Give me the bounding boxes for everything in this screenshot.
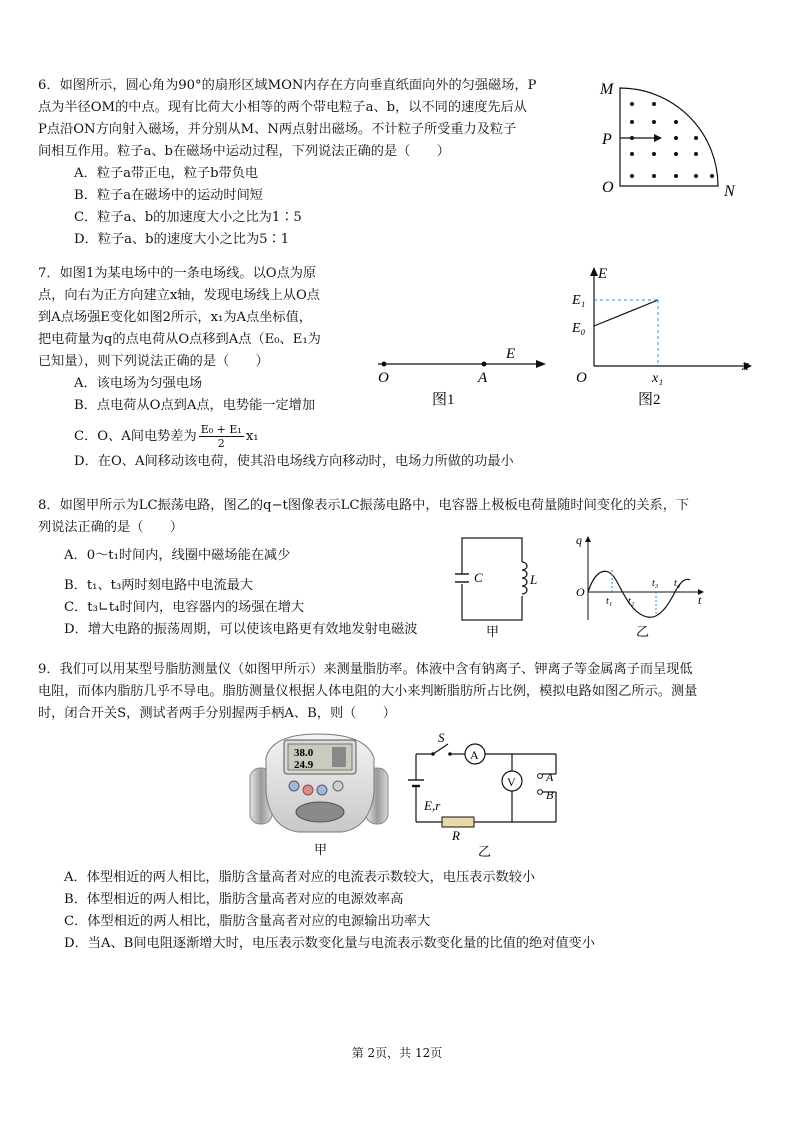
q8-option-d: D．增大电路的振荡周期，可以使该电路更有效地发射电磁波 <box>64 622 418 637</box>
q7-figure-1 <box>372 344 552 410</box>
q6-stem-line-4: 间相互作用。粒子a、b在磁场中运动过程，下列说法正确的是（ ） <box>38 144 450 159</box>
q7-fig2-label-o: O <box>576 370 587 386</box>
q8-label-q: q <box>576 533 582 547</box>
q7-option-a: A．该电场为匀强电场 <box>74 376 203 391</box>
q7-fig2-label-x1: x₁ <box>652 371 664 386</box>
q8-label-t4: t₄ <box>674 578 681 589</box>
q8-label-t3: t₃ <box>652 578 659 589</box>
q9-option-c: C．体型相近的两人相比，脂肪含量高者对应的电源输出功率大 <box>64 914 431 929</box>
q9-terminal-a-label: A <box>546 770 554 784</box>
q8-label-t1: t₁ <box>606 596 613 607</box>
q8-yi-caption: 乙 <box>636 624 650 639</box>
q7-stem-line-3: 到A点场强E变化如图2所示，x₁为A点坐标值， <box>38 310 312 325</box>
q9-stem-line-3: 时，闭合开关S，测试者两手分别握两手柄A、B，则（ ） <box>38 706 396 721</box>
q7-option-c-denominator: 2 <box>217 437 225 450</box>
q6-option-a: A．粒子a带正电，粒子b带负电 <box>74 166 259 181</box>
q6-label-m: M <box>600 81 614 98</box>
q8-label-o: O <box>576 585 585 599</box>
q8-stem-line-1: 8．如图甲所示为LC振荡电路，图乙的q−t图像表示LC振荡电路中，电容器上极板电荷量随时间变化的关系，下 <box>38 498 690 513</box>
q9-measuring-circuit <box>402 726 572 860</box>
q7-option-d: D．在O、A间移动该电荷，使其沿电场线方向移动时，电场力所做的功最小 <box>74 454 514 469</box>
q9-fat-monitor-device <box>246 728 396 858</box>
q9-stem-line-2: 电阻，而体内脂肪几乎不导电。脂肪测量仪根据人体电阻的大小来判断脂肪所占比例，模拟电路如图乙所示。测量 <box>38 684 698 699</box>
q7-stem-line-5: 已知量），则下列说法正确的是（ ） <box>38 354 269 369</box>
q6-magnetic-sector-figure <box>590 74 750 204</box>
q7-option-c-prefix: C．O、A间电势差为 <box>74 429 197 444</box>
q9-device-reading-top: 38.0 <box>294 747 314 759</box>
q9-switch-label: S <box>438 730 445 745</box>
q7-fig2-caption: 图2 <box>638 392 661 408</box>
q9-device-caption: 甲 <box>314 842 328 857</box>
q9-source-label: E,r <box>424 798 441 813</box>
q7-fig2-label-e1: E₁ <box>572 293 586 308</box>
q6-option-b: B．粒子a在磁场中的运动时间短 <box>74 188 263 203</box>
q9-option-b: B．体型相近的两人相比，脂肪含量高者对应的电源效率高 <box>64 892 404 907</box>
q7-fig2-label-e0: E₀ <box>572 321 586 336</box>
q6-label-n: N <box>724 183 735 200</box>
q9-ammeter-label: A <box>470 748 479 762</box>
q8-jia-caption: 甲 <box>486 624 500 639</box>
q9-option-a: A．体型相近的两人相比，脂肪含量高者对应的电流表示数较大，电压表示数较小 <box>64 870 536 885</box>
q7-fig2-label-x: x <box>742 358 749 374</box>
q8-label-t2: t₂ <box>628 596 635 607</box>
q9-device-reading-bottom: 24.9 <box>294 759 314 771</box>
q7-option-c-fraction <box>199 423 244 450</box>
q9-option-d: D．当A、B间电阻逐渐增大时，电压表示数变化量与电流表示数变化量的比值的绝对值变小 <box>64 936 595 951</box>
q7-fig1-label-e: E <box>506 346 516 362</box>
q8-option-c: C．t₃∟t₄时间内，电容器内的场强在增大 <box>64 600 305 615</box>
q8-option-a: A．0～t₁时间内，线圈中磁场能在减少 <box>64 548 291 563</box>
q6-label-p: P <box>602 131 612 148</box>
q6-option-c: C．粒子a、b的加速度大小之比为1∶5 <box>74 210 302 225</box>
q9-resistor-label: R <box>452 828 460 843</box>
q7-option-b: B．点电荷从O点到A点，电势能一定增加 <box>74 398 316 413</box>
q7-option-c-numerator: E₀ + E₁ <box>200 423 242 436</box>
q7-fig1-label-a: A <box>478 370 488 386</box>
q9-circuit-caption: 乙 <box>478 844 492 859</box>
q7-stem-line-2: 点，向右为正方向建立x轴，发现电场线上从O点 <box>38 288 320 303</box>
q9-terminal-b-label: B <box>546 788 554 802</box>
q8-lc-circuit-figure <box>452 534 538 640</box>
q9-voltmeter-label: V <box>507 775 516 789</box>
q8-label-c: C <box>474 570 483 585</box>
q7-fig1-label-o: O <box>378 370 389 386</box>
q7-option-c <box>74 422 259 452</box>
q7-fig2-label-e: E <box>598 266 608 282</box>
q7-stem-line-1: 7．如图1为某电场中的一条电场线。以O点为原 <box>38 266 317 281</box>
q8-label-l: L <box>530 572 538 587</box>
q7-figure-2 <box>566 262 756 410</box>
q9-stem-line-1: 9．我们可以用某型号脂肪测量仪（如图甲所示）来测量脂肪率。体液中含有钠离子、钾离子等金属离子而呈现低 <box>38 662 693 677</box>
q8-stem-line-2: 列说法正确的是（ ） <box>38 520 184 535</box>
q7-stem-line-4: 把电荷量为q的点电荷从O点移到A点（E₀、E₁为 <box>38 332 321 347</box>
q6-stem-line-3: P点沿ON方向射入磁场，并分别从M、N两点射出磁场。不计粒子所受重力及粒子 <box>38 122 517 137</box>
q7-fig1-caption: 图1 <box>432 392 455 408</box>
q7-option-c-suffix: x₁ <box>245 429 259 444</box>
q8-option-b: B．t₁、t₃两时刻电路中电流最大 <box>64 578 254 593</box>
q6-label-o: O <box>602 179 614 196</box>
q6-option-d: D．粒子a、b的速度大小之比为5∶1 <box>74 232 290 247</box>
page-footer: 第 2页，共 12页 <box>351 1046 443 1060</box>
q8-label-t: t <box>698 593 702 607</box>
q6-stem-line-2: 点为半径OM的中点。现有比荷大小相等的两个带电粒子a、b，以不同的速度先后从 <box>38 100 527 115</box>
q6-stem-line-1: 6．如图所示，圆心角为90°的扇形区域MON内存在方向垂直纸面向外的匀强磁场，P <box>38 78 537 93</box>
q8-qt-graph-figure <box>572 532 706 642</box>
